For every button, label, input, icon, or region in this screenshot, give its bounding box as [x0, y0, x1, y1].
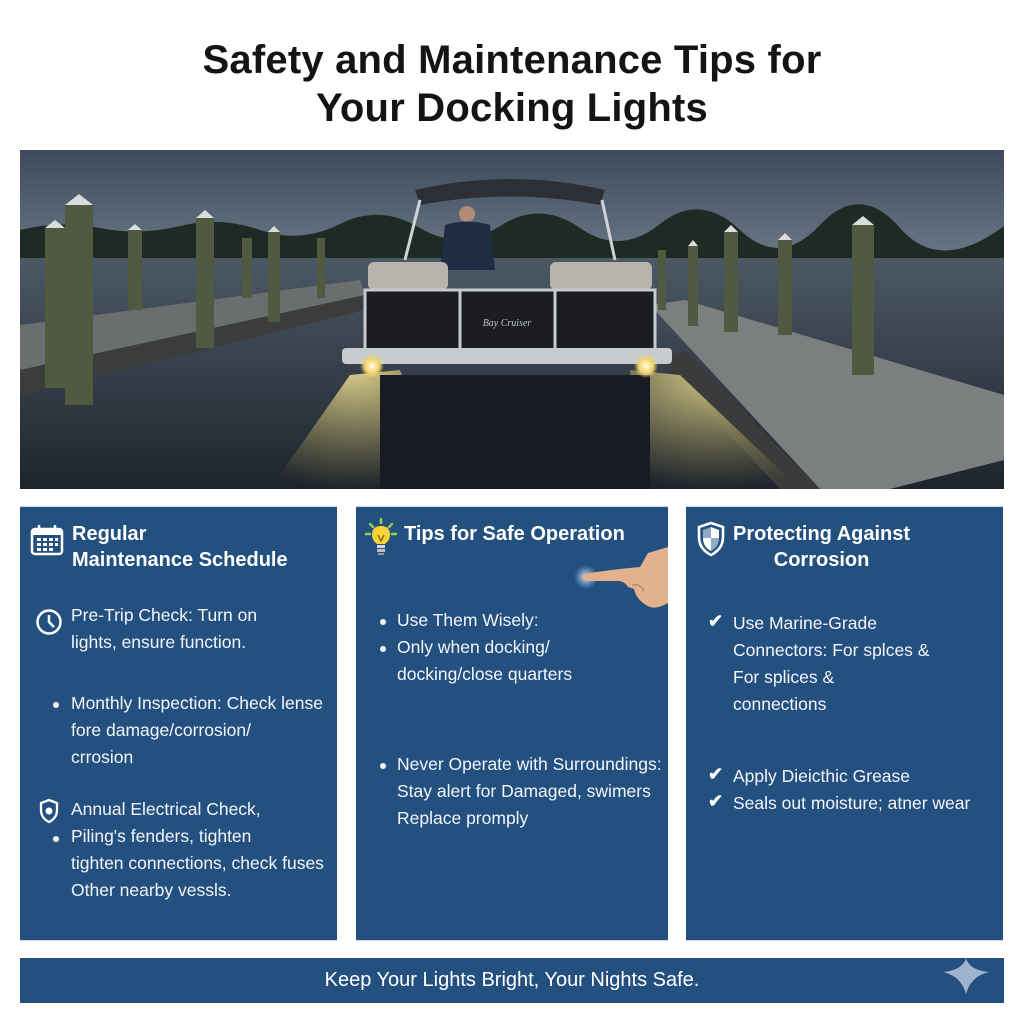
- bullet-icon: [53, 836, 59, 842]
- docking-light-left: [360, 354, 384, 378]
- hero-image: [20, 150, 1004, 489]
- list-item-monthly: [71, 690, 337, 771]
- item-line: docking/close quarters: [397, 664, 573, 684]
- footer-banner: [20, 958, 1004, 1003]
- list-item-never-operate: [397, 751, 668, 832]
- check-icon: ✔: [708, 791, 724, 811]
- item-line: Stay alert for Damaged, swimers: [397, 781, 651, 801]
- item-line: crrosion: [71, 747, 134, 767]
- bullet-icon: [380, 763, 386, 769]
- list-item-dielectric-grease: Apply Dieicthic Grease: [733, 766, 911, 786]
- list-item-use-wisely: Use Them Wisely:: [397, 610, 539, 630]
- shield-icon: [38, 798, 60, 824]
- sparkle-icon: [941, 958, 991, 994]
- item-line: Use Marine-Grade: [733, 613, 877, 633]
- panel-heading-line-1: Protecting Against: [733, 523, 911, 545]
- list-item-seals-moisture: Seals out moisture; atner wear: [733, 793, 971, 813]
- boat-dock-illustration: [20, 150, 1004, 489]
- item-line: Annual Electrical Check,: [71, 799, 261, 819]
- item-line: Monthly Inspection: Check lense: [71, 693, 323, 713]
- item-line: For splices &: [733, 667, 835, 687]
- title-line-1: Safety and Maintenance Tips for: [202, 38, 822, 82]
- bullet-icon: [380, 619, 386, 625]
- item-line: connections: [733, 694, 827, 714]
- list-item-pre-trip: [71, 602, 257, 656]
- panel-safe-operation: [356, 507, 668, 940]
- item-line: lights, ensure function.: [71, 632, 247, 652]
- item-line: tighten connections, check fuses: [71, 853, 324, 873]
- item-line: Connectors: For splces &: [733, 640, 930, 660]
- panel-heading: [72, 521, 288, 573]
- list-item-annual: [71, 796, 261, 823]
- panel-heading-line-1: Regular: [72, 523, 147, 545]
- bullet-icon: [380, 646, 386, 652]
- panel-heading-line-2: Corrosion: [773, 549, 870, 571]
- docking-light-right: [634, 354, 658, 378]
- check-icon: ✔: [708, 611, 724, 631]
- lightbulb-icon: [364, 517, 398, 557]
- panel-heading: [733, 521, 910, 573]
- panel-heading-line-2: Maintenance Schedule: [72, 549, 288, 571]
- shield-icon: [696, 521, 726, 557]
- item-line: Replace promply: [397, 808, 529, 828]
- check-icon: ✔: [708, 764, 724, 784]
- page-title: [0, 36, 1024, 132]
- item-line: Other nearby vessls.: [71, 880, 232, 900]
- panel-corrosion: [686, 507, 1003, 940]
- item-line: Pre-Trip Check: Turn on: [71, 605, 258, 625]
- item-line: Never Operate with Surroundings:: [397, 754, 662, 774]
- panel-maintenance-schedule: [20, 507, 337, 940]
- bullet-icon: [53, 702, 59, 708]
- list-item-annual-detail: [71, 823, 337, 904]
- clock-icon: [35, 608, 63, 636]
- calendar-icon: [30, 524, 64, 556]
- item-line: fore damage/corrosion/: [71, 720, 251, 740]
- item-line: Only when docking/: [397, 637, 550, 657]
- panel-heading: Tips for Safe Operation: [404, 523, 625, 545]
- title-line-2: Your Docking Lights: [316, 86, 708, 130]
- item-line: Piling's fenders, tighten: [71, 826, 252, 846]
- pointing-hand-icon: [574, 547, 668, 617]
- list-item-marine-connectors: [733, 610, 929, 718]
- boat-logo: Bay Cruiser: [482, 318, 532, 329]
- list-item-only-docking: [397, 634, 572, 688]
- footer-tagline: Keep Your Lights Bright, Your Nights Safe.: [324, 969, 700, 991]
